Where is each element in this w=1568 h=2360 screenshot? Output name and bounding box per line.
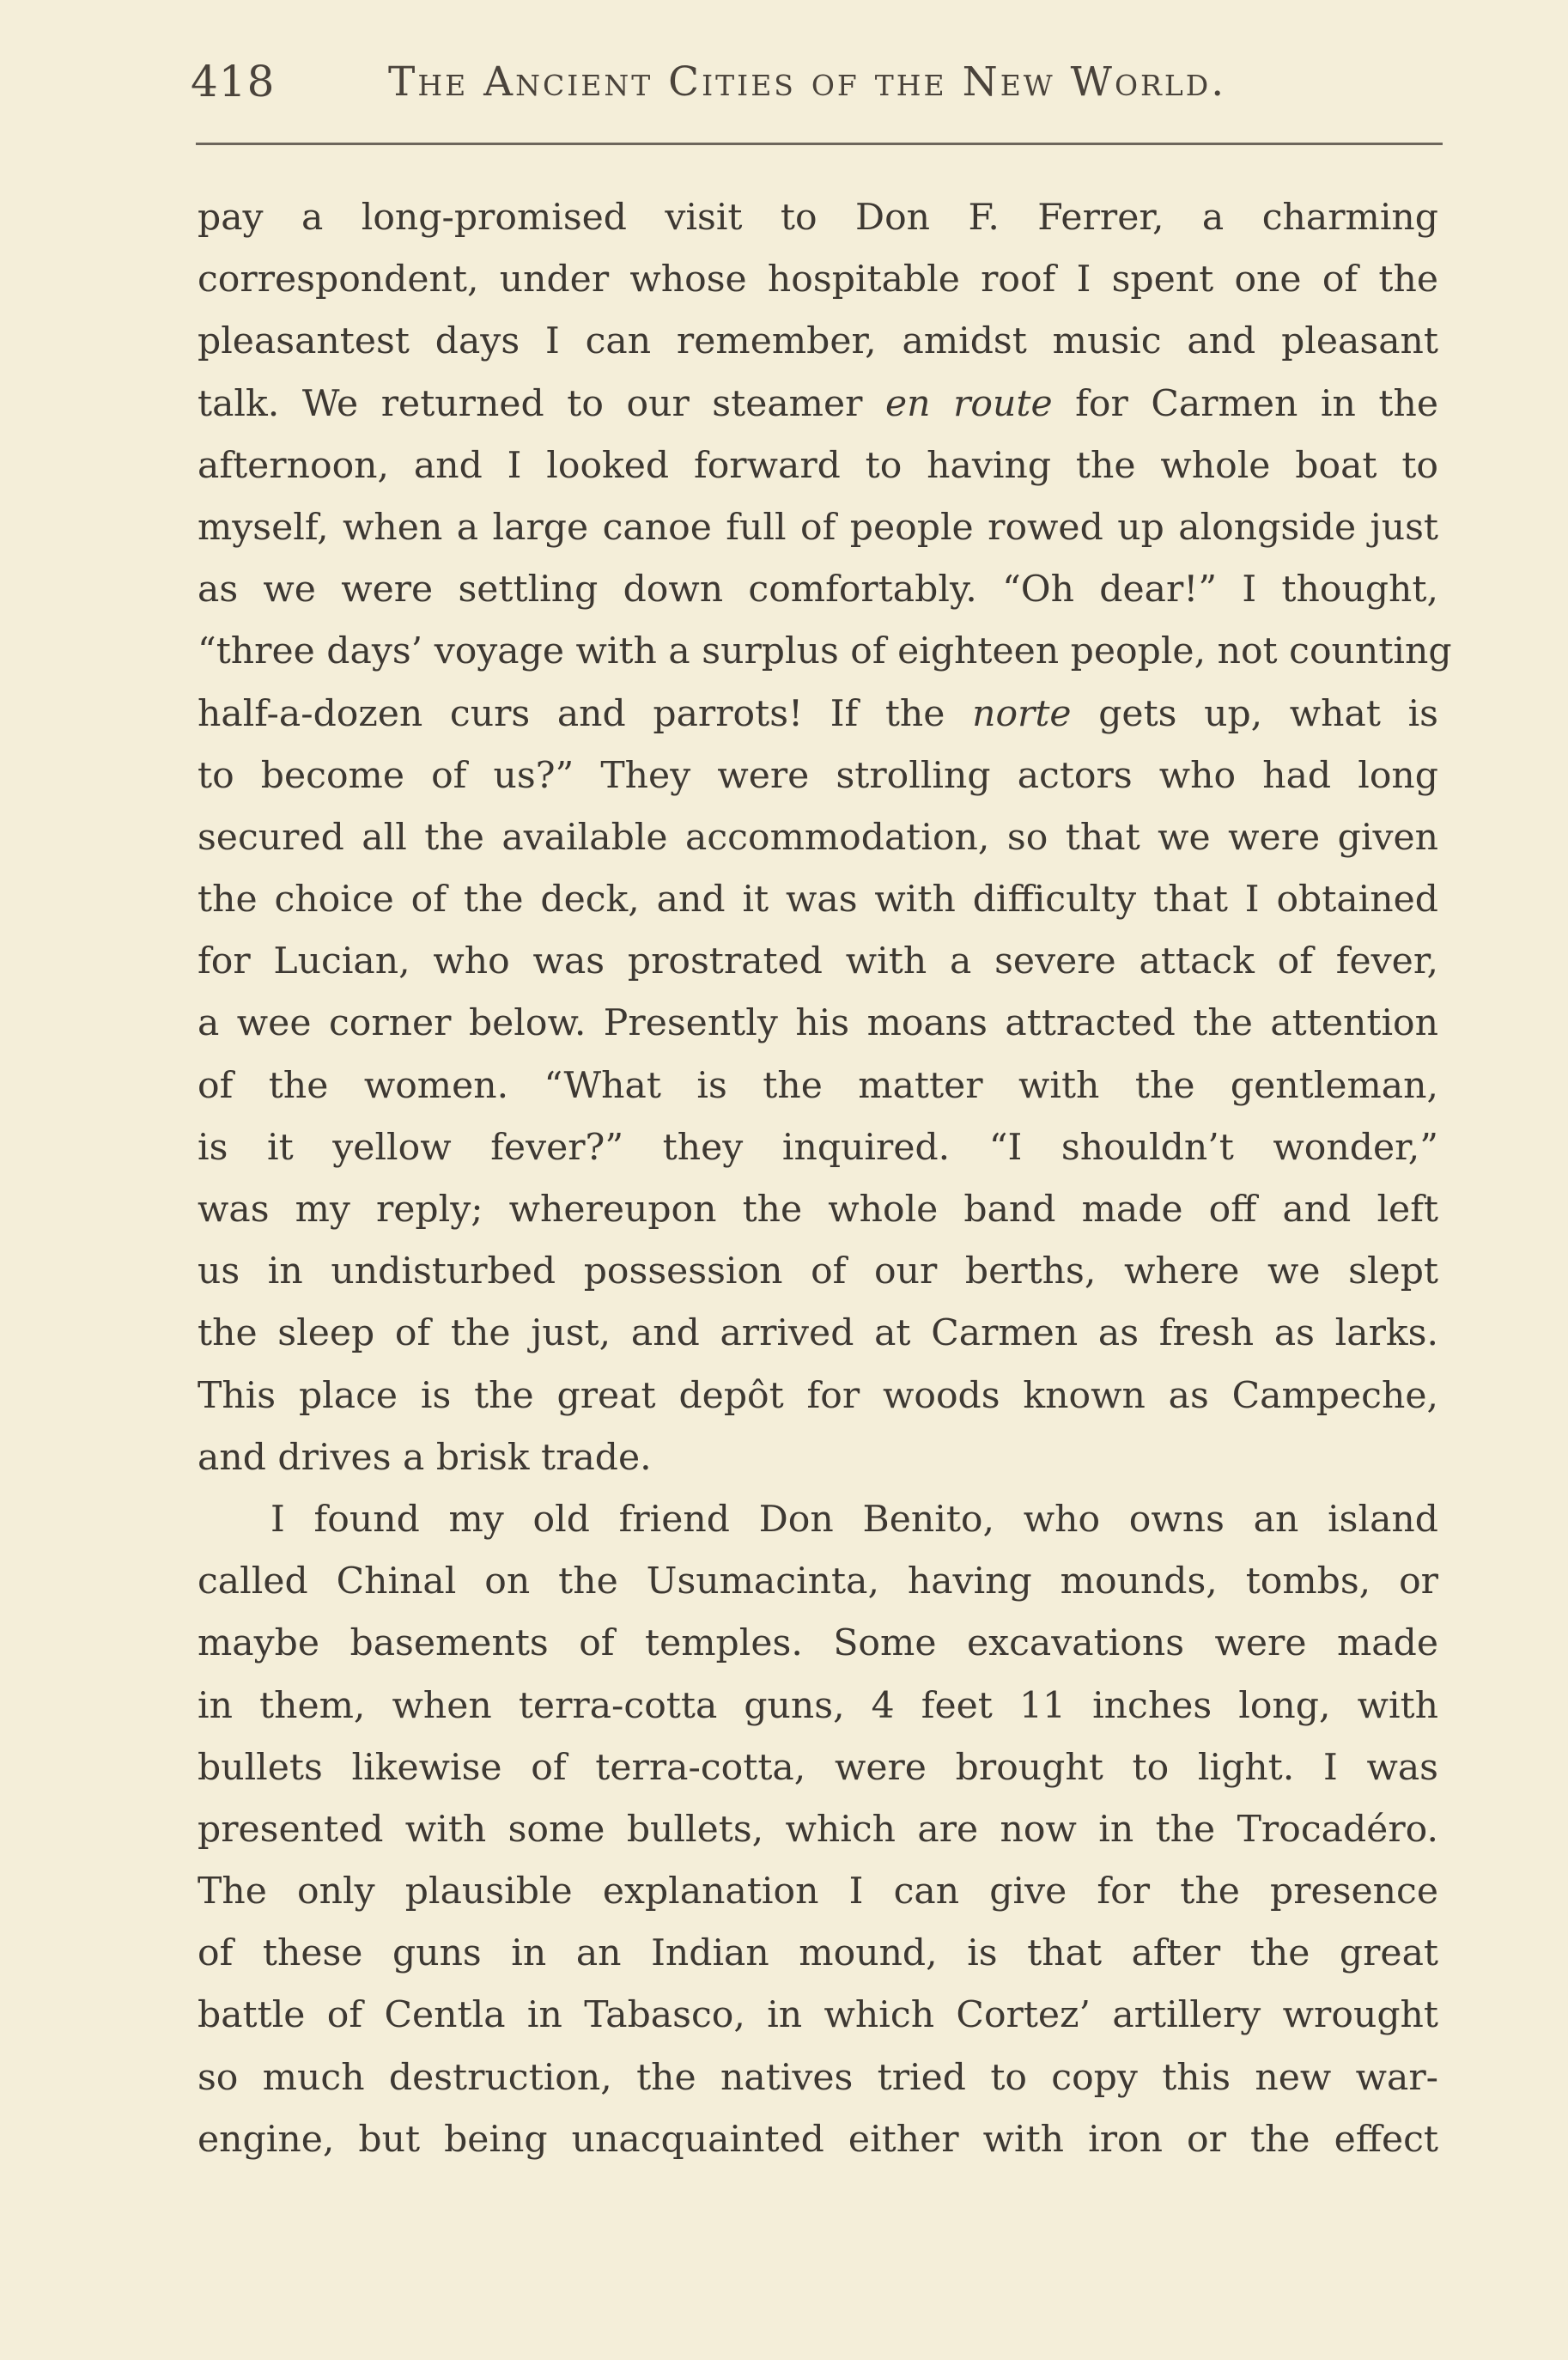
text-line: a wee corner below. Presently his moans attracted the attention — [198, 1002, 1438, 1045]
text-line: and drives a brisk trade. — [198, 1436, 652, 1479]
text-line — [198, 374, 1438, 435]
text-line: the sleep of the just, and arrived at Carmen as fresh as larks. — [198, 1312, 1438, 1355]
text-line: The only plausible explanation I can give for the presence — [198, 1870, 1438, 1913]
text-line: maybe basements of temples. Some excavations were made — [198, 1622, 1438, 1665]
text-line: for Lucian, who was prostrated with a severe attack of fever, — [198, 940, 1438, 983]
text-line: bullets likewise of terra-cotta, were brought to light. I was — [198, 1746, 1438, 1789]
italic-phrase: en route — [885, 382, 1053, 425]
text-line: is it yellow fever?” they inquired. “I shouldn’t wonder,” — [198, 1126, 1438, 1169]
text-line: pleasantest days I can remember, amidst music and pleasant — [198, 320, 1438, 363]
text-line: in them, when terra-cotta guns, 4 feet 11 inches long, with — [198, 1684, 1438, 1727]
running-title: The Ancient Cities of the New World. — [388, 58, 1227, 106]
text-run: half-a-dozen curs and parrots! If the — [198, 692, 973, 735]
text-line: presented with some bullets, which are now in the Trocadéro. — [198, 1808, 1438, 1851]
paragraph-first-line: I found my old friend Don Benito, who owns an island — [270, 1498, 1438, 1541]
text-line: pay a long-promised visit to Don F. Ferrer, a charming — [198, 197, 1438, 239]
text-line: of the women. “What is the matter with the gentleman, — [198, 1064, 1438, 1107]
text-line: secured all the available accommodation, so that we were given — [198, 816, 1438, 859]
text-line: engine, but being unacquainted either with iron or the effect — [198, 2118, 1438, 2161]
text-line: so much destruction, the natives tried to copy this new war- — [198, 2056, 1438, 2099]
text-run: talk. We returned to our steamer — [198, 382, 886, 425]
text-line — [198, 684, 1438, 745]
text-line: “three days’ voyage with a surplus of eighteen people, not counting — [198, 630, 1452, 673]
body-text — [198, 187, 1452, 2171]
text-line: This place is the great depôt for woods known as Campeche, — [198, 1374, 1438, 1417]
header-rule — [196, 143, 1443, 145]
text-line: was my reply; whereupon the whole band made off and left — [198, 1189, 1438, 1231]
text-line: correspondent, under whose hospitable roof I spent one of the — [198, 259, 1438, 301]
text-line: as we were settling down comfortably. “Oh dear!” I thought, — [198, 569, 1438, 611]
text-line: battle of Centla in Tabasco, in which Cortez’ artillery wrought — [198, 1994, 1438, 2037]
text-line: afternoon, and I looked forward to having the whole boat to — [198, 444, 1438, 487]
text-line: of these guns in an Indian mound, is that after the great — [198, 1932, 1438, 1975]
running-head — [191, 52, 1444, 120]
text-line: us in undisturbed possession of our berths, where we slept — [198, 1250, 1438, 1293]
text-run: for Carmen in the — [1052, 382, 1439, 425]
page-number: 418 — [191, 57, 276, 106]
text-line: called Chinal on the Usumacinta, having mounds, tombs, or — [198, 1560, 1438, 1603]
italic-phrase: norte — [972, 692, 1072, 735]
text-line: to become of us?” They were strolling actors who had long — [198, 754, 1438, 797]
text-line: myself, when a large canoe full of people rowed up alongside just — [198, 506, 1438, 549]
text-run: gets up, what is — [1071, 692, 1438, 735]
text-line: the choice of the deck, and it was with difficulty that I obtained — [198, 879, 1438, 921]
